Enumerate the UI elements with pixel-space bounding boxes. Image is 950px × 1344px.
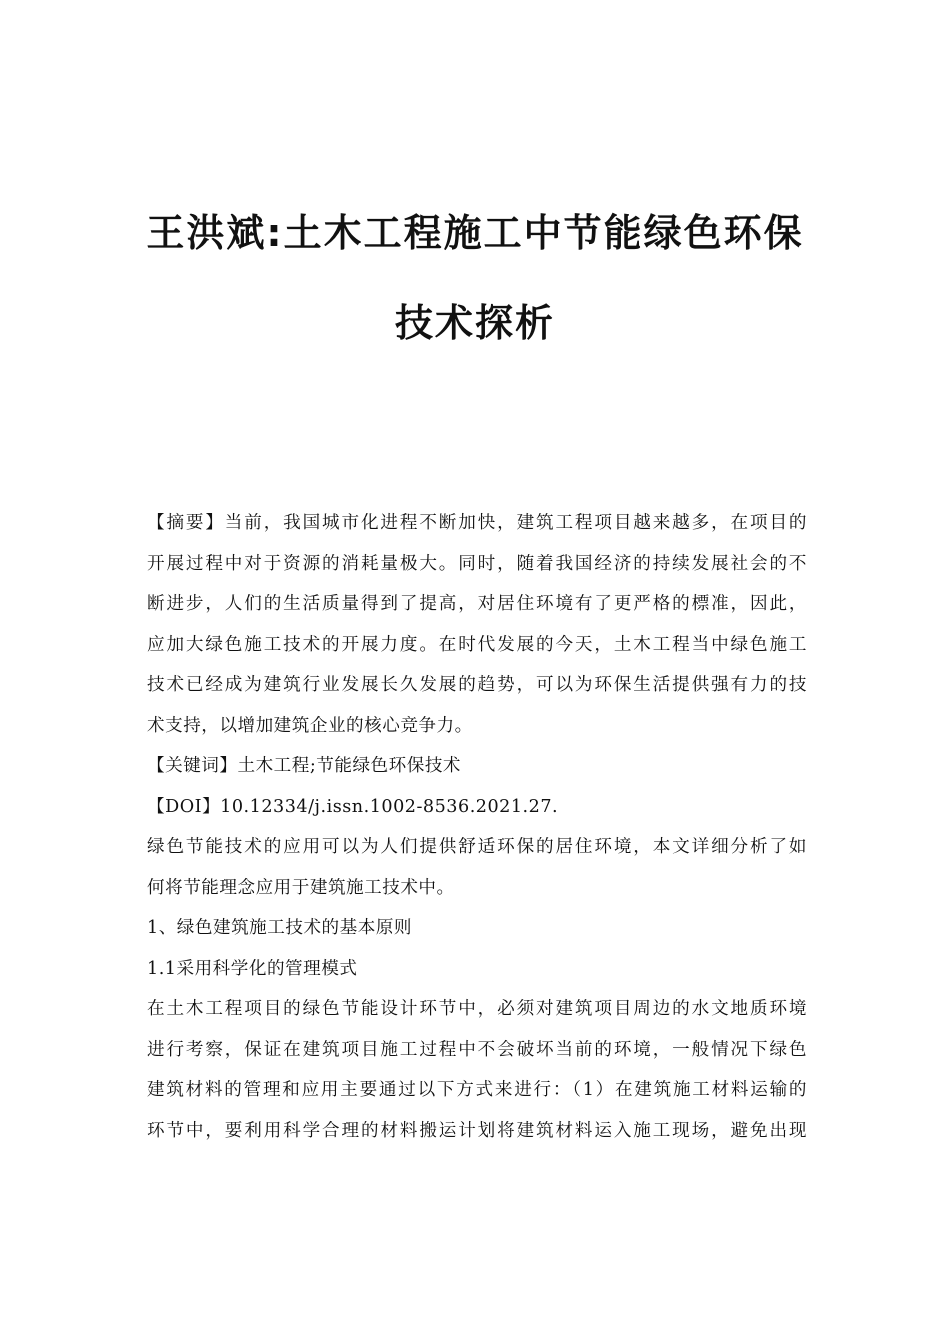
keywords-line: 【关键词】土木工程;节能绿色环保技术	[147, 756, 462, 776]
abstract-line: 术支持，以增加建筑企业的核心竞争力。	[147, 715, 473, 736]
section-1-1-paragraph	[147, 989, 807, 1151]
abstract-paragraph	[147, 503, 807, 746]
abstract-line: 断进步，人们的生活质量得到了提高，对居住环境有了更严格的標准，因此，	[147, 594, 807, 614]
body-line: 进行考察，保证在建筑项目施工过程中不会破坏当前的环境，一般情况下绿色	[147, 1039, 807, 1060]
section-1-heading	[147, 908, 807, 949]
section-heading-line: 1、绿色建筑施工技术的基本原则	[147, 918, 413, 938]
abstract-line: 技术已经成为建筑行业发展长久发展的趋势，可以为环保生活提供强有力的技	[147, 675, 807, 695]
intro-line: 绿色节能技术的应用可以为人们提供舒适环保的居住环境，本文详细分析了如	[147, 837, 807, 857]
body-line: 在土木工程项目的绿色节能设计环节中，必须对建筑项目周边的水文地质环境	[147, 999, 807, 1019]
keywords-paragraph	[147, 746, 807, 787]
abstract-line: 开展过程中对于资源的消耗量极大。同时，随着我国经济的持续发展社会的不	[147, 553, 807, 574]
doi-paragraph	[147, 787, 807, 828]
document-body	[147, 503, 807, 1151]
subsection-heading-line: 1.1采用科学化的管理模式	[147, 958, 358, 979]
body-line: 环节中，要利用科学合理的材料搬运计划将建筑材料运入施工现场，避免出现	[147, 1120, 807, 1141]
intro-line: 何将节能理念应用于建筑施工技术中。	[147, 877, 455, 898]
doi-line: 【DOI】10.12334/j.issn.1002-8536.2021.27.	[147, 796, 559, 817]
abstract-line: 【摘要】当前，我国城市化进程不断加快，建筑工程项目越来越多，在项目的	[147, 513, 807, 533]
section-1-1-heading	[147, 949, 807, 990]
document-title-line-1: 王洪斌:土木工程施工中节能绿色环保	[146, 211, 804, 255]
intro-paragraph	[147, 827, 807, 908]
document-title-line-2: 技术探析	[394, 301, 555, 345]
abstract-line: 应加大绿色施工技术的开展力度。在时代发展的今天，土木工程当中绿色施工	[147, 634, 807, 655]
body-line: 建筑材料的管理和应用主要通过以下方式来进行：（1）在建筑施工材料运输的	[147, 1080, 807, 1100]
